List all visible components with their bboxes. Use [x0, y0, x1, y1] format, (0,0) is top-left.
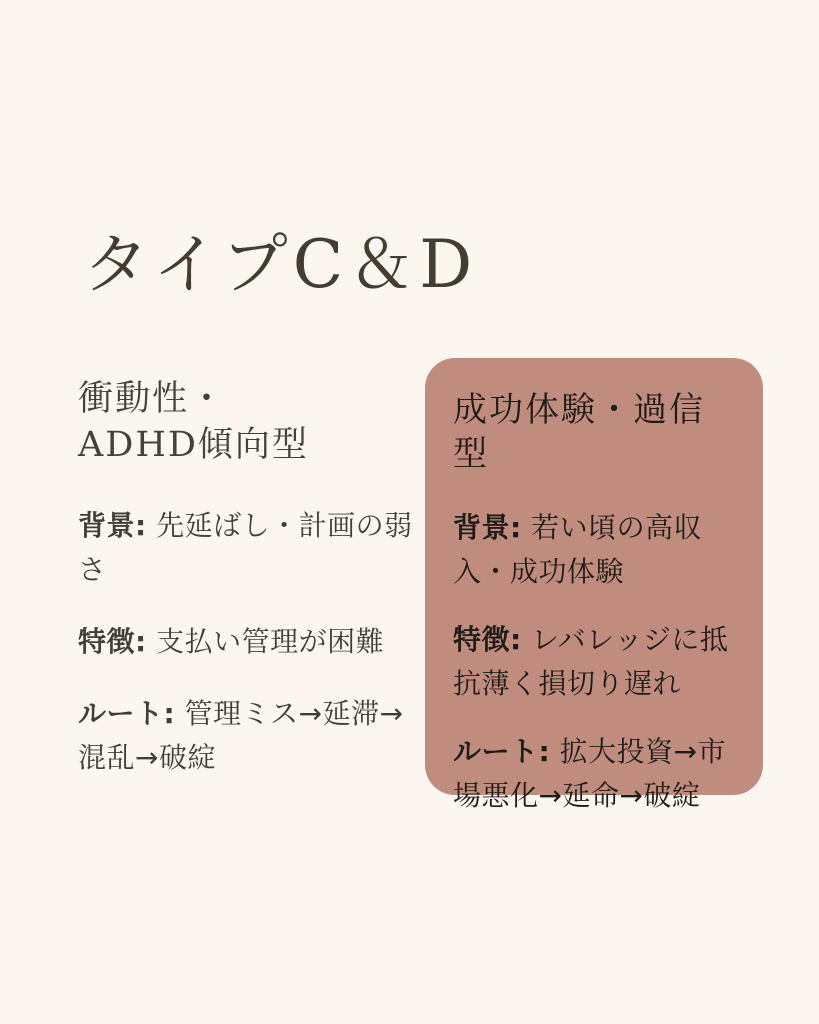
type-d-background-text: 若い頃の高収入・成功体験 — [453, 511, 703, 589]
type-c-column — [78, 376, 428, 808]
type-d-route-label: ルート: — [453, 735, 551, 769]
type-c-feature-label: 特徴: — [78, 625, 147, 659]
type-c-background-text: 先延ばし・計画の弱さ — [78, 509, 413, 587]
type-d-feature-text: レバレッジに抵抗薄く損切り遅れ — [453, 623, 729, 701]
type-d-background-label: 背景: — [453, 511, 522, 545]
type-d-feature-block — [453, 618, 739, 706]
type-d-route-text: 拡大投資→市場悪化→延命→破綻 — [453, 735, 727, 813]
type-c-feature-block — [78, 620, 428, 664]
type-c-route-label: ルート: — [78, 697, 176, 731]
type-c-route-block — [78, 692, 428, 780]
type-c-heading-line2: ADHD傾向型 — [78, 425, 309, 466]
type-c-heading — [78, 376, 428, 468]
type-d-route-block — [453, 730, 739, 818]
type-c-heading-line1: 衝動性・ — [78, 379, 227, 419]
type-d-heading: 成功体験・過信型 — [453, 390, 705, 475]
type-d-feature-label: 特徴: — [453, 623, 522, 657]
type-c-background-label: 背景: — [78, 509, 147, 543]
type-d-panel — [425, 358, 763, 813]
type-c-route-text: 管理ミス→延滞→混乱→破綻 — [78, 697, 404, 775]
type-c-feature-text: 支払い管理が困難 — [156, 625, 385, 659]
page-title: タイプC＆D — [83, 226, 478, 303]
type-c-background-block — [78, 504, 428, 592]
type-d-background-block — [453, 506, 739, 594]
